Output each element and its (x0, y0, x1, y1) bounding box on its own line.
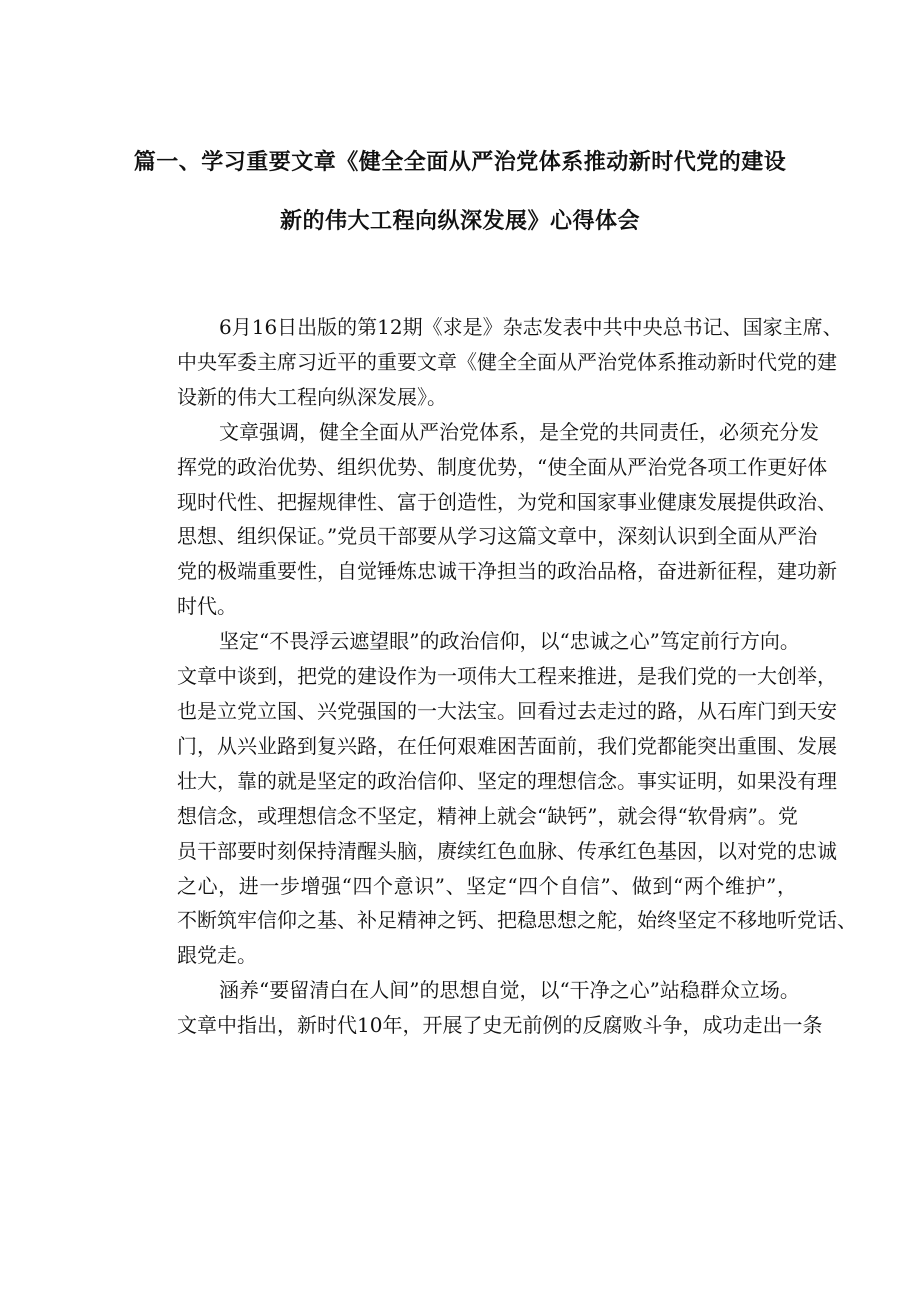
paragraph-line: 之心，进一步增强“四个意识”、坚定“四个自信”、做到“两个维护”， (177, 873, 797, 898)
document-title-line-1: 篇一、学习重要文章《健全全面从严治党体系推动新时代党的建设 (133, 150, 787, 175)
paragraph-line: 跟党走。 (177, 943, 257, 968)
document-body (137, 310, 857, 1043)
paragraph-3 (137, 624, 857, 973)
paragraph-1 (137, 310, 843, 415)
paragraph-line: 6月16日出版的第12期《求是》杂志发表中共中央总书记、国家主席、 (219, 315, 843, 339)
paragraph-line: 也是立党立国、兴党强国的一大法宝。回看过去走过的路，从石库门到天安 (177, 698, 837, 723)
paragraph-line: 时代。 (177, 594, 237, 619)
paragraph-line: 文章强调，健全全面从严治党体系，是全党的共同责任，必须充分发 (219, 419, 819, 444)
paragraph-line: 党的极端重要性，自觉锤炼忠诚干净担当的政治品格，奋进新征程，建功新 (177, 559, 837, 584)
paragraph-line: 中央军委主席习近平的重要文章《健全全面从严治党体系推动新时代党的建 (177, 349, 837, 374)
paragraph-line: 设新的伟大工程向纵深发展》。 (177, 384, 447, 409)
paragraph-line: 现时代性、把握规律性、富于创造性，为党和国家事业健康发展提供政治、 (177, 489, 837, 514)
paragraph-line: 员干部要时刻保持清醒头脑，赓续红色血脉、传承红色基因，以对党的忠诚 (177, 838, 837, 863)
document-title-line-2: 新的伟大工程向纵深发展》心得体会 (279, 209, 640, 234)
paragraph-line: 挥党的政治优势、组织优势、制度优势，“使全面从严治党各项工作更好体 (177, 454, 828, 479)
paragraph-line: 门，从兴业路到复兴路，在任何艰难困苦面前，我们党都能突出重围、发展 (177, 733, 837, 758)
paragraph-line: 想信念，或理想信念不坚定，精神上就会“缺钙”，就会得“软骨病”。党 (177, 803, 798, 828)
paragraph-line: 不断筑牢信仰之基、补足精神之钙、把稳思想之舵，始终坚定不移地听党话、 (177, 908, 857, 933)
paragraph-2 (137, 415, 837, 624)
paragraph-line: 文章中谈到，把党的建设作为一项伟大工程来推进，是我们党的一大创举， (177, 664, 837, 689)
paragraph-line: 涵养“要留清白在人间”的思想自觉，以“干净之心”站稳群众立场。 (219, 978, 800, 1003)
paragraph-line: 坚定“不畏浮云遮望眼”的政治信仰，以“忠诚之心”笃定前行方向。 (219, 629, 800, 654)
paragraph-line: 思想、组织保证。”党员干部要从学习这篇文章中，深刻认识到全面从严治 (177, 524, 818, 549)
paragraph-line: 壮大，靠的就是坚定的政治信仰、坚定的理想信念。事实证明，如果没有理 (177, 768, 837, 793)
paragraph-4 (137, 973, 823, 1043)
paragraph-line: 文章中指出，新时代10年，开展了史无前例的反腐败斗争，成功走出一条 (177, 1013, 823, 1038)
